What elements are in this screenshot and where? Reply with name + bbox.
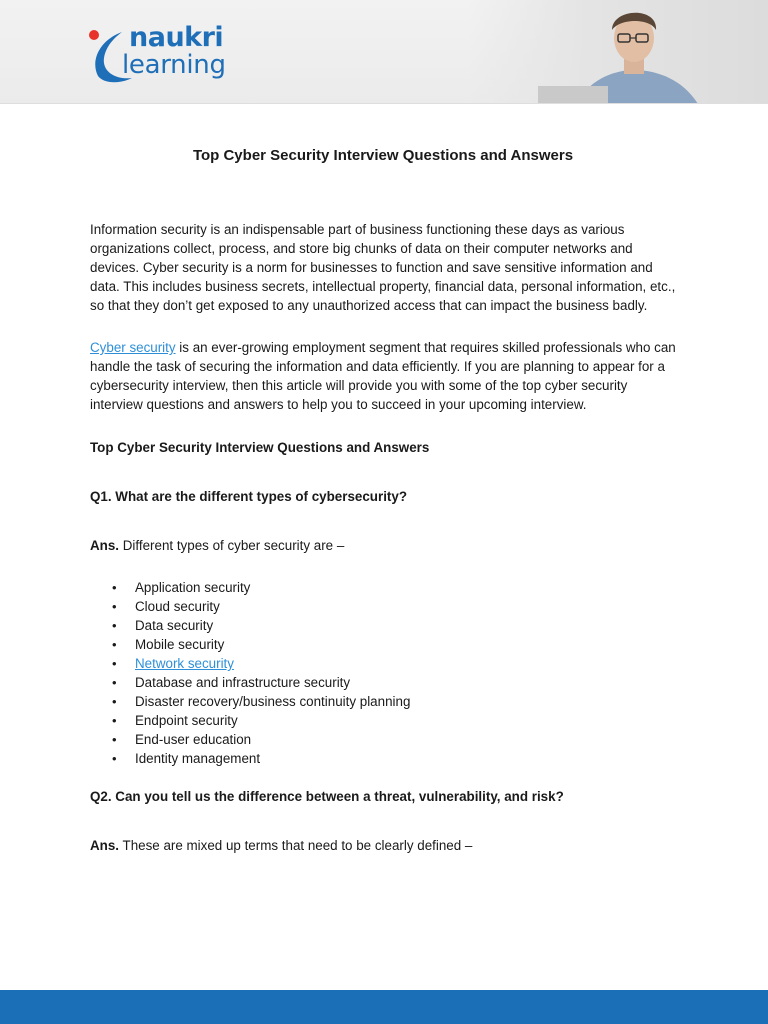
question-2: Q2. Can you tell us the difference between a threat, vulnerability, and risk? bbox=[90, 789, 564, 804]
list-item: • Mobile security bbox=[112, 635, 680, 654]
section-heading: Top Cyber Security Interview Questions and Answers bbox=[90, 440, 430, 455]
header-photo bbox=[468, 0, 768, 104]
answer-label: Ans. bbox=[90, 538, 120, 553]
naukri-learning-logo[interactable] bbox=[86, 22, 246, 86]
list-item: • Database and infrastructure security bbox=[112, 673, 680, 692]
footer-band bbox=[0, 990, 768, 1024]
list-item: • End-user education bbox=[112, 730, 680, 749]
answer-label: Ans. bbox=[90, 838, 120, 853]
list-item: • Disaster recovery/business continuity planning bbox=[112, 692, 680, 711]
cyber-security-paragraph-text: is an ever-growing employment segment that requires skilled professionals who can handle the task of securing the information and data efficiently. If you are planning to appear for a cybersecurity interview, then this article will provide you with some of the top cyber security interview questions and answers to help you to succeed in your upcoming interview. bbox=[90, 340, 676, 412]
network-security-link[interactable]: Network security bbox=[135, 656, 234, 671]
answer-2 bbox=[90, 836, 680, 855]
cyber-security-link[interactable]: Cyber security bbox=[90, 340, 176, 355]
article-body bbox=[90, 146, 680, 855]
cyber-security-paragraph bbox=[90, 338, 680, 414]
question-1: Q1. What are the different types of cybersecurity? bbox=[90, 489, 407, 504]
answer-1-text: Different types of cyber security are – bbox=[119, 538, 345, 553]
list-item: • Data security bbox=[112, 616, 680, 635]
intro-paragraph: Information security is an indispensable part of business functioning these days as various organizations collect, process, and store big chunks of data on their computer networks and devices. Cyber security is a norm for businesses to function and save sensitive information and data. This includes business secrets, intellectual property, financial data, personal information, etc., so that they don’t get exposed to any unauthorized access that can impact the business badly. bbox=[90, 222, 676, 313]
list-item: • Identity management bbox=[112, 749, 680, 768]
person-photo-illustration bbox=[508, 0, 728, 104]
list-item: • Application security bbox=[112, 578, 680, 597]
list-item: • Cloud security bbox=[112, 597, 680, 616]
list-item bbox=[112, 654, 680, 673]
page-title: Top Cyber Security Interview Questions and Answers bbox=[192, 147, 574, 164]
list-item: • Endpoint security bbox=[112, 711, 680, 730]
logo-word-learning: learning bbox=[122, 50, 226, 80]
header-banner bbox=[0, 0, 768, 104]
logo-word-naukri: naukri bbox=[129, 22, 224, 53]
answer-2-text: These are mixed up terms that need to be clearly defined – bbox=[119, 838, 473, 853]
answer-1 bbox=[90, 536, 680, 555]
cybersecurity-types-list bbox=[112, 578, 680, 768]
